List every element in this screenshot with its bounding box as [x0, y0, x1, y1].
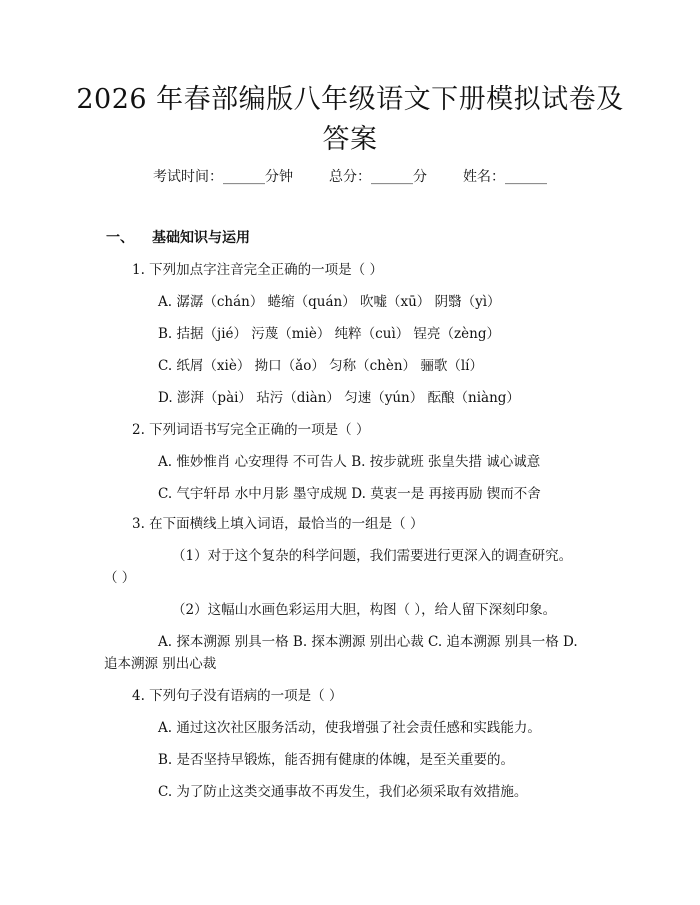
question-1-option-b: B. 拮据（jié） 污蔑（miè） 纯粹（cuì） 锃亮（zèng） — [158, 326, 500, 342]
question-3-sub-1-line-2: （ ） — [104, 570, 136, 586]
question-1-option-d: D. 澎湃（pài） 玷污（diàn） 匀速（yún） 酝酿（niàng） — [158, 390, 520, 406]
section-title: 基础知识与运用 — [152, 230, 250, 246]
question-2-options-line-1: A. 惟妙惟肖 心安理得 不可告人 B. 按步就班 张皇失措 诚心诚意 — [158, 454, 541, 470]
question-2-stem: 2. 下列词语书写完全正确的一项是（ ） — [132, 422, 370, 438]
question-1-option-a: A. 潺潺（chán） 蜷缩（quán） 吹嘘（xū） 阴翳（yì） — [158, 294, 501, 310]
title-line-1: 2026 年春部编版八年级语文下册模拟试卷及 — [76, 84, 624, 115]
exam-score: 总分：______分 — [329, 169, 427, 185]
question-3-options-line-1: A. 探本溯源 别具一格 B. 探本溯源 别出心裁 C. 追本溯源 别具一格 D. — [158, 634, 578, 650]
question-4-option-c: C. 为了防止这类交通事故不再发生，我们必须采取有效措施。 — [158, 784, 528, 800]
exam-time: 考试时间：______分钟 — [153, 169, 293, 185]
section-number: 一、 — [106, 230, 134, 246]
question-3-options-line-2: 追本溯源 别出心裁 — [104, 656, 217, 672]
question-2-options-line-2: C. 气宇轩昂 水中月影 墨守成规 D. 莫衷一是 再接再励 锲而不舍 — [158, 486, 541, 502]
exam-name: 姓名：______ — [463, 169, 547, 185]
question-1-stem: 1. 下列加点字注音完全正确的一项是（ ） — [132, 262, 383, 278]
title-line-2: 答案 — [322, 124, 378, 155]
section-heading — [106, 228, 250, 248]
question-1-option-c: C. 纸屑（xiè） 拗口（ǎo） 匀称（chèn） 骊歌（lí） — [158, 358, 483, 374]
question-4-stem: 4. 下列句子没有语病的一项是（ ） — [132, 688, 343, 704]
question-3-stem: 3. 在下面横线上填入词语，最恰当的一组是（ ） — [132, 516, 424, 532]
question-3-sub-2: （2）这幅山水画色彩运用大胆，构图（ ），给人留下深刻印象。 — [172, 602, 557, 618]
document-title — [70, 80, 630, 160]
question-4-option-a: A. 通过这次社区服务活动，使我增强了社会责任感和实践能力。 — [158, 720, 541, 736]
question-4-option-b: B. 是否坚持早锻炼，能否拥有健康的体魄，是至关重要的。 — [158, 752, 515, 768]
exam-info — [0, 167, 700, 187]
question-3-sub-1-line-1: （1）对于这个复杂的科学问题，我们需要进行更深入的调查研究。 — [172, 548, 573, 564]
